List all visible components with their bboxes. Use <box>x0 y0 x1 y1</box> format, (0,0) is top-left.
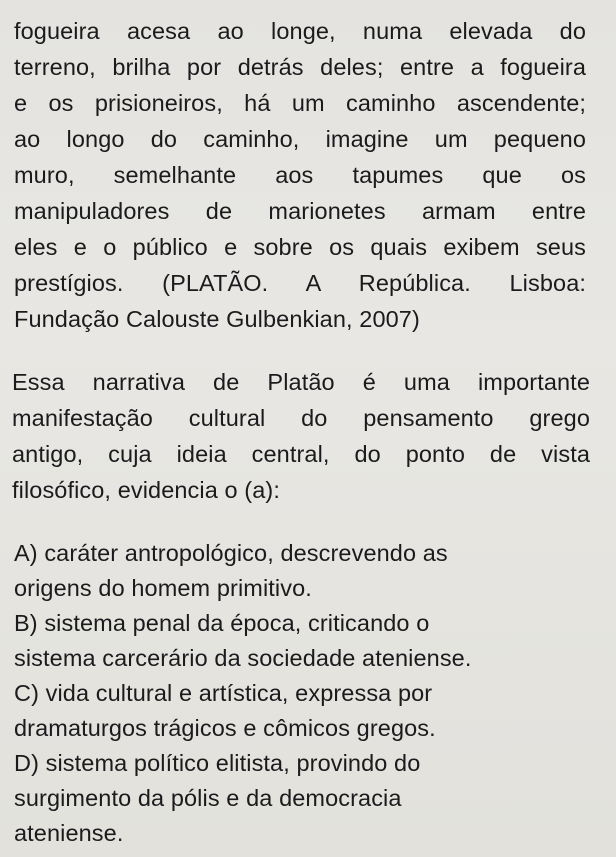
passage-line: ao longo do caminho, imagine um pequeno <box>14 126 586 152</box>
option-d-line: surgimento da pólis e da democracia <box>14 785 402 811</box>
option-c-line: dramaturgos trágicos e cômicos gregos. <box>14 715 436 741</box>
question-line: manifestação cultural do pensamento grego <box>12 405 590 431</box>
passage-line: prestígios. (PLATÃO. A República. Lisboa: <box>14 270 586 296</box>
option-d-line: D) sistema político elitista, provindo do <box>14 750 421 776</box>
question-line: antigo, cuja ideia central, do ponto de vista <box>12 441 590 467</box>
passage-line: manipuladores de marionetes armam entre <box>14 198 586 224</box>
passage-line: fogueira acesa ao longe, numa elevada do <box>14 18 586 44</box>
passage-line: terreno, brilha por detrás deles; entre a fogueira <box>14 54 586 80</box>
passage-line: e os prisioneiros, há um caminho ascendente; <box>14 90 586 116</box>
option-a-line: A) caráter antropológico, descrevendo as <box>14 540 448 566</box>
option-d-line: ateniense. <box>14 820 124 846</box>
question-line: Essa narrativa de Platão é uma importante <box>12 369 590 395</box>
passage-line: eles e o público e sobre os quais exibem seus <box>14 234 586 260</box>
option-a-line: origens do homem primitivo. <box>14 575 312 601</box>
option-b-line: B) sistema penal da época, criticando o <box>14 610 430 636</box>
citation-line: Fundação Calouste Gulbenkian, 2007) <box>14 306 420 332</box>
option-b-line: sistema carcerário da sociedade ateniense. <box>14 645 472 671</box>
option-c-line: C) vida cultural e artística, expressa por <box>14 680 433 706</box>
passage-line: muro, semelhante aos tapumes que os <box>14 162 586 188</box>
question-line: filosófico, evidencia o (a): <box>12 477 280 503</box>
